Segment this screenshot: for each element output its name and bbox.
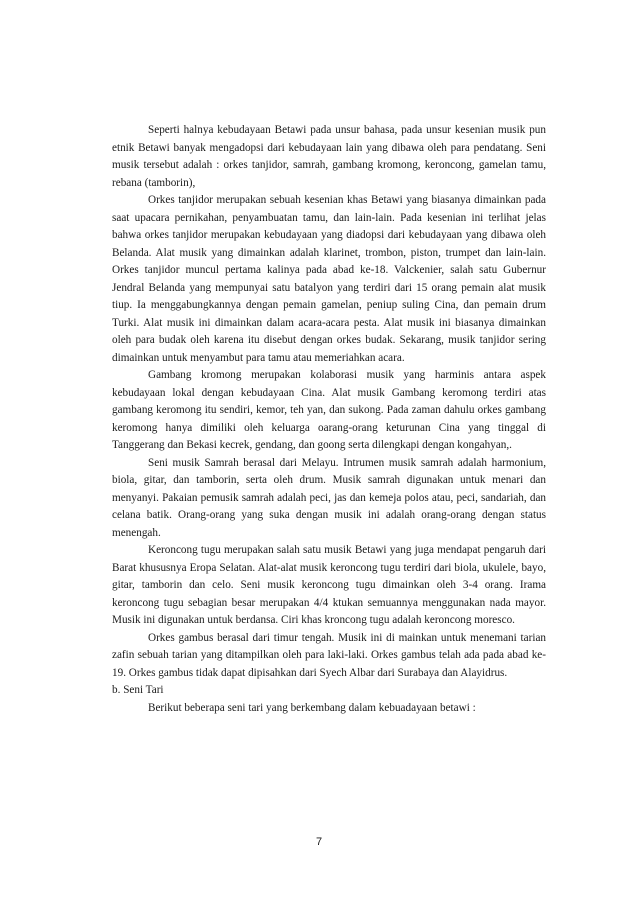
paragraph-keroncong-tugu: Keroncong tugu merupakan salah satu musik Betawi yang juga mendapat pengaruh dari Barat khususnya Eropa Selatan. Alat-alat musik keroncong tugu terdiri dari biola, ukulele, bayo, gitar, tamborin dan celo. Seni musik keroncong tugu dimainkan oleh 3-4 orang. Irama keroncong tugu sebagian besar merupakan 4/4 ktukan semuannya menggunakan nada mayor. Musik ini digunakan untuk berdansa. Ciri khas kroncong tugu adalah keroncong moresco. [112, 544, 546, 626]
page-number: 7 [315, 836, 323, 848]
paragraph-gambang-kromong: Gambang kromong merupakan kolaborasi musik yang harminis antara aspek kebudayaan lokal dengan kebudayaan Cina. Alat musik Gambang keromong terdiri atas gambang keromong itu sendiri, kemor, teh yan, dan sukong. Pada zaman dahulu orkes gambang keromong hanya dimiliki oleh keluarga oarang-orang keturunan Cina yang tinggal di Tanggerang dan Bekasi kecrek, gendang, dan goong serta dilengkapi dengan kongahyan,. [112, 369, 546, 451]
page-body [112, 122, 546, 717]
section-heading-seni-tari: b. Seni Tari [112, 684, 164, 696]
paragraph-gambus: Orkes gambus berasal dari timur tengah. Musik ini di mainkan untuk menemani tarian zafin sebuah tarian yang ditampilkan oleh para laki-laki. Orkes gambus telah ada pada abad ke-19. Orkes gambus tidak dapat dipisahkan dari Syech Albar dari Surabaya dan Alayidrus. [112, 631, 546, 679]
paragraph-tanjidor: Orkes tanjidor merupakan sebuah kesenian khas Betawi yang biasanya dimainkan pada saat upacara pernikahan, penyambuatan tamu, dan lain-lain. Pada kesenian ini terlihat jelas bahwa orkes tanjidor merupakan kebudayaan yang diadopsi dari kebudayaan yang dibawa oleh Belanda. Alat musik yang dimainkan adalah klarinet, trombon, piston, trumpet dan lain-lain. Orkes tanjidor muncul pertama kalinya pada abad ke-18. Valckenier, salah satu Gubernur Jendral Belanda yang mempunyai satu batalyon yang terdiri dari 15 orang pemain alat musik tiup. Ia menggabungkannya dengan pemain gamelan, peniup suling Cina, dan pemain drum Turki. Alat musik ini dimainkan dalam acara-acara pesta. Alat musik ini biasanya dimainkan oleh para budak oleh karena itu disebut dengan orkes budak. Sekarang, musik tanjidor sering dimainkan untuk menyambut para tamu atau memeriahkan acara. [112, 194, 546, 364]
paragraph-samrah: Seni musik Samrah berasal dari Melayu. Intrumen musik samrah adalah harmonium, biola, gitar, dan tamborin, serta oleh drum. Musik samrah digunakan untuk menari dan menyanyi. Pakaian pemusik samrah adalah peci, jas dan kemeja polos atau, peci, sandariah, dan celana batik. Orang-orang yang suka dengan musik ini adalah orang-orang dengan status menengah. [112, 456, 546, 539]
paragraph-music-intro: Seperti halnya kebudayaan Betawi pada unsur bahasa, pada unsur kesenian musik pun etnik Betawi banyak mengadopsi dari kebudayaan lain yang dibawa oleh para pendatang. Seni musik tersebut adalah : orkes tanjidor, samrah, gambang kromong, keroncong, gamelan tamu, rebana (tamborin), [112, 124, 546, 189]
paragraph-seni-tari-intro: Berikut beberapa seni tari yang berkembang dalam kebuadayaan betawi : [148, 701, 476, 714]
